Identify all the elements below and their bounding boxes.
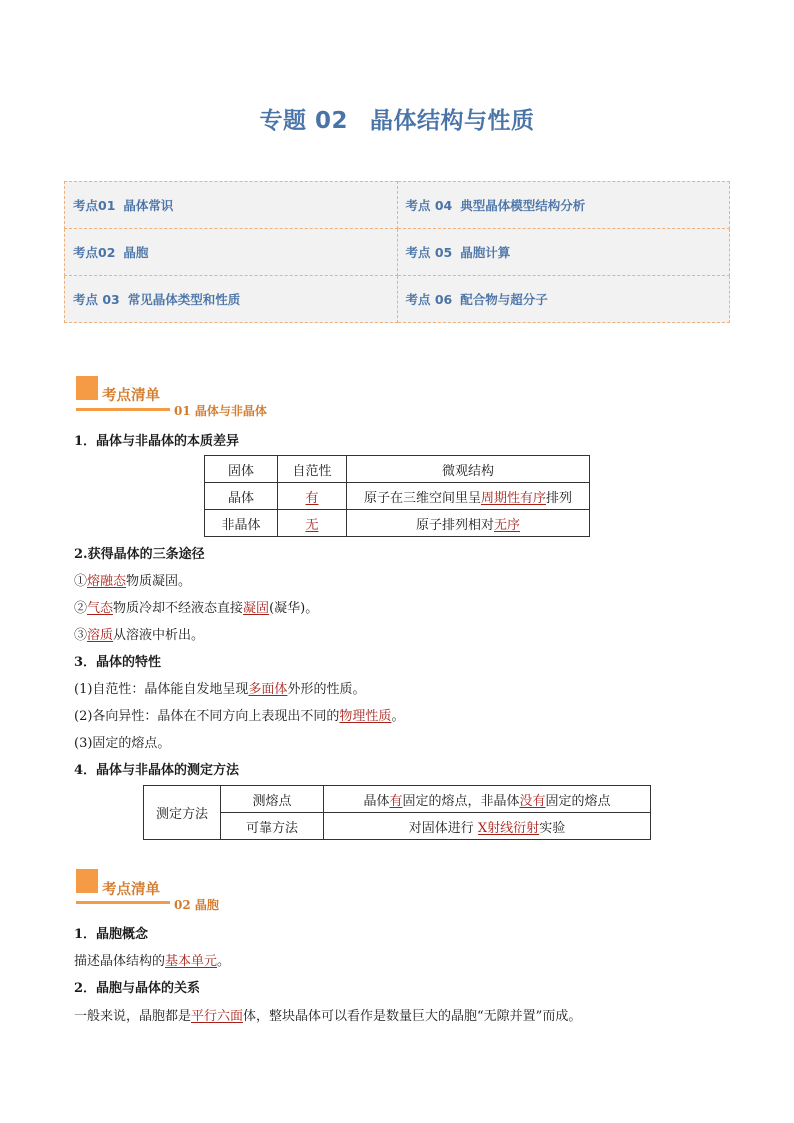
heading: 3．晶体的特性 — [74, 655, 162, 670]
answer-text: 物理性质 — [339, 709, 392, 724]
answer-text: 多面体 — [248, 682, 288, 697]
heading: 2.获得晶体的三条途径 — [74, 547, 205, 562]
measurement-method-table — [143, 785, 651, 840]
toc-cell — [65, 276, 398, 323]
text: 。 — [217, 954, 231, 969]
table-cell — [347, 483, 590, 510]
text: 原子在三维空间里呈 — [363, 490, 481, 506]
toc-cell — [397, 276, 730, 323]
table-row — [205, 510, 590, 537]
text: 原子排列相对 — [415, 517, 494, 533]
toc-label: 配合物与超分子 — [460, 292, 548, 307]
page-title — [0, 102, 794, 135]
heading: 4．晶体与非晶体的测定方法 — [74, 763, 240, 778]
paragraph — [74, 950, 230, 969]
answer-text: X射线衍射 — [477, 820, 540, 836]
list-number: ② — [74, 601, 88, 616]
table-cell: 测熔点 — [221, 786, 324, 813]
answer-text: 无序 — [494, 517, 521, 533]
text: 一般来说，晶胞都是 — [74, 1009, 192, 1024]
text: (凝华)。 — [269, 601, 319, 616]
answer-text: 基本单元 — [165, 954, 218, 969]
heading: 1．晶体与非晶体的本质差异 — [74, 434, 240, 449]
answer-text: 周期性有序 — [480, 490, 546, 506]
paragraph — [74, 1005, 581, 1024]
answer-text: 溶质 — [87, 628, 114, 643]
text: 固定的熔点，非晶体 — [402, 793, 520, 809]
table-cell: 晶体 — [205, 483, 278, 510]
text: 对固体进行 — [408, 820, 478, 836]
text: (2)各向异性：晶体在不同方向上表现出不同的 — [74, 709, 340, 724]
section-marker-icon — [76, 869, 98, 893]
table-cell — [324, 813, 651, 840]
table-cell — [347, 510, 590, 537]
toc-row — [65, 229, 730, 276]
section-label: 考点清单 — [102, 882, 160, 898]
heading: 2．晶胞与晶体的关系 — [74, 981, 201, 996]
table-row — [205, 483, 590, 510]
section-label: 考点清单 — [102, 388, 160, 404]
table-row — [144, 786, 651, 813]
toc-cell — [65, 229, 398, 276]
toc-cell — [65, 182, 398, 229]
section-marker-icon — [76, 376, 98, 400]
text: 外形的性质。 — [287, 682, 366, 697]
toc-label: 常见晶体类型和性质 — [127, 292, 241, 307]
toc-code: 考点02 — [73, 245, 116, 260]
text: 排列 — [546, 490, 573, 506]
section-underline — [104, 408, 170, 411]
list-item — [74, 597, 318, 616]
table-header-cell: 自范性 — [278, 456, 347, 483]
answer-text: 有 — [305, 490, 319, 506]
section-underline — [104, 901, 170, 904]
text: 物质凝固。 — [126, 574, 192, 589]
table-row — [205, 456, 590, 483]
table-cell — [278, 510, 347, 537]
paragraph: (3)固定的熔点。 — [74, 736, 171, 751]
answer-text: 无 — [305, 517, 319, 533]
table-cell — [324, 786, 651, 813]
toc-code: 考点 03 — [73, 292, 120, 307]
text: 实验 — [539, 820, 566, 836]
list-number: ① — [74, 574, 88, 589]
title-number: 专题 02 — [259, 108, 348, 134]
title-text: 晶体结构与性质 — [370, 108, 535, 134]
table-cell: 可靠方法 — [221, 813, 324, 840]
answer-text: 没有 — [519, 793, 546, 809]
toc-code: 考点 05 — [405, 245, 453, 260]
paragraph — [74, 705, 404, 724]
toc-code: 考点 06 — [405, 292, 453, 307]
answer-text: 熔融态 — [87, 574, 127, 589]
text: 描述晶体结构的 — [74, 954, 166, 969]
list-item — [74, 570, 191, 589]
table-header-cell: 微观结构 — [347, 456, 590, 483]
answer-text: 凝固 — [243, 601, 270, 616]
toc-label: 晶胞 — [123, 245, 149, 260]
heading: 1．晶胞概念 — [74, 927, 149, 942]
table-row — [144, 813, 651, 840]
answer-text: 有 — [389, 793, 403, 809]
toc-code: 考点 04 — [405, 198, 453, 213]
text: 从溶液中析出。 — [113, 628, 205, 643]
text: 物质冷却不经液态直接 — [113, 601, 244, 616]
table-header-cell: 固体 — [205, 456, 278, 483]
answer-text: 平行六面 — [191, 1009, 244, 1024]
toc-cell — [397, 229, 730, 276]
topic-index-table — [64, 181, 730, 323]
text: 。 — [391, 709, 405, 724]
text: 晶体 — [363, 793, 390, 809]
section-subtitle: 01 晶体与非晶体 — [174, 404, 267, 418]
text: (1)自范性：晶体能自发地呈现 — [74, 682, 249, 697]
toc-row — [65, 276, 730, 323]
toc-cell — [397, 182, 730, 229]
answer-text: 气态 — [87, 601, 114, 616]
text: 体，整块晶体可以看作是数量巨大的晶胞“无隙并置”而成。 — [243, 1009, 582, 1024]
table-cell: 非晶体 — [205, 510, 278, 537]
toc-row — [65, 182, 730, 229]
toc-label: 晶体常识 — [123, 198, 174, 213]
nature-difference-table — [204, 455, 590, 537]
toc-label: 典型晶体模型结构分析 — [460, 198, 586, 213]
list-item — [74, 624, 204, 643]
toc-label: 晶胞计算 — [460, 245, 511, 260]
table-cell: 测定方法 — [144, 786, 221, 840]
table-cell — [278, 483, 347, 510]
paragraph — [74, 678, 365, 697]
text: 固定的熔点 — [545, 793, 611, 809]
toc-code: 考点01 — [73, 198, 116, 213]
list-number: ③ — [74, 628, 88, 643]
section-subtitle: 02 晶胞 — [174, 898, 219, 912]
